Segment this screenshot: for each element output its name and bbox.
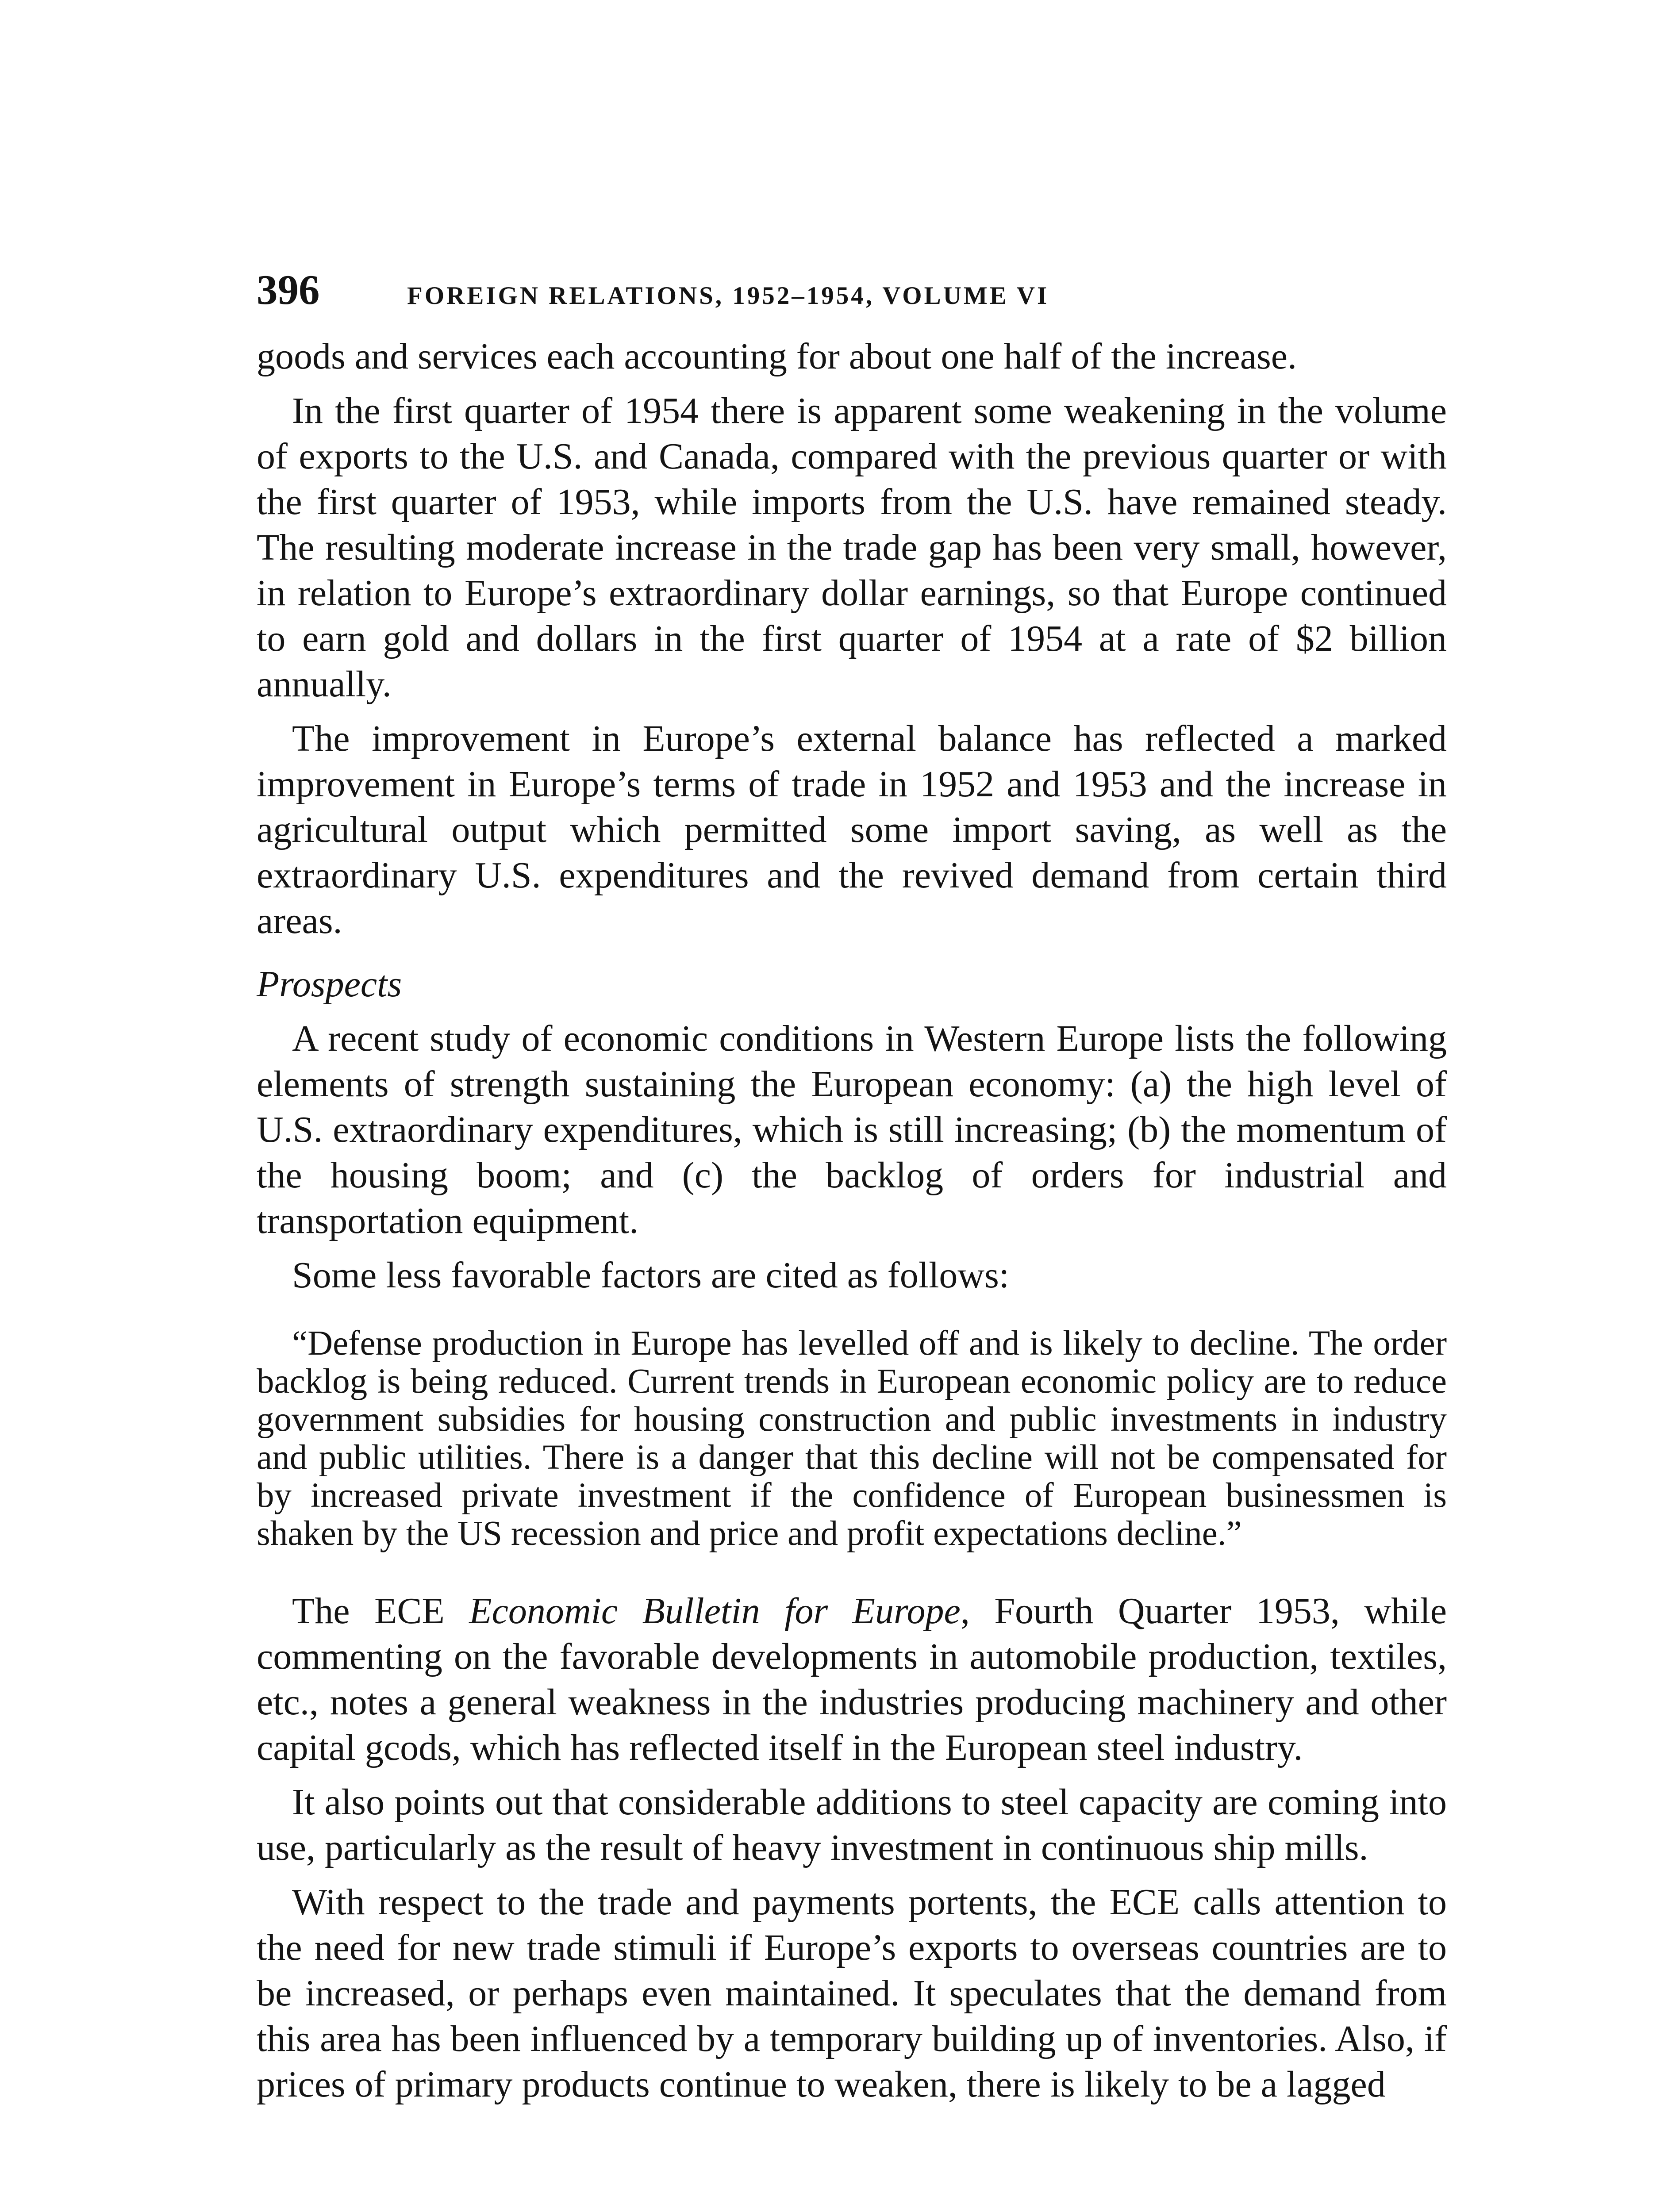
section-heading-prospects: Prospects (257, 964, 402, 1005)
paragraph-steel-capacity: It also points out that considerable additions to steel capacity are coming into use, particularly as the result of heavy investment in continuous ship mills. (257, 1782, 1447, 1868)
running-header (257, 265, 1447, 314)
paragraph-less-favorable-factors: Some less favorable factors are cited as follows: (292, 1255, 1010, 1296)
paragraph-continued: goods and services each accounting for about one half of the increase. (257, 336, 1297, 377)
ece-intro-text: The ECE (292, 1590, 445, 1632)
paragraph-elements-of-strength: A recent study of economic conditions in Western Europe lists the following elements of strength sustaining the European economy: (a) the high level of U.S. extraordinary expenditures, which is still increasing; (b) the momentum of the housing boom; and (c) the backlog of orders for industrial and transportation equipment. (257, 1018, 1447, 1241)
paragraph-first-quarter-1954: In the first quarter of 1954 there is apparent some weakening in the volume of exports to the U.S. and Canada, compared with the previous quarter or with the first quarter of 1953, while imports from the U.S. have remained steady. The resulting moderate increase in the trade gap has been very small, however, in relation to Europe’s extraordinary dollar earnings, so that Europe continued to earn gold and dollars in the first quarter of 1954 at a rate of $2 billion annually. (257, 390, 1447, 705)
running-title: FOREIGN RELATIONS, 1952–1954, VOLUME VI (407, 282, 1049, 310)
page-number: 396 (257, 266, 320, 313)
paragraph-ece-bulletin (257, 1588, 1447, 1770)
publication-title: Economic Bulletin for Europe (469, 1590, 961, 1632)
block-quote: “Defense production in Europe has levelled off and is likely to decline. The order backlog is being reduced. Current trends in European economic policy are to reduce government subsidies for housing construction and public investments in industry and public utilities. There is a danger that this decline will not be compensated for by increased private investment if the confidence of European businessmen is shaken by the US recession and price and profit expectations decline.” (257, 1324, 1447, 1553)
document-page (257, 265, 1447, 2116)
paragraph-trade-payments: With respect to the trade and payments portents, the ECE calls attention to the need for new trade stimuli if Europe’s exports to overseas countries are to be increased, or perhaps even maintained. It speculates that the demand from this area has been influenced by a temporary building up of inventories. Also, if prices of primary products continue to weaken, there is likely to be a lagged (257, 1882, 1447, 2105)
ece-rest-text: , Fourth Quarter 1953, while commenting on the favorable developments in automobile production, textiles, etc., notes a general weakness in the industries producing machinery and other capital gcods, which has reflected itself in the European steel industry. (257, 1590, 1447, 1768)
paragraph-external-balance: The improvement in Europe’s external balance has reflected a marked improvement in Europe’s terms of trade in 1952 and 1953 and the increase in agricultural output which permitted some import saving, as well as the extraordinary U.S. expenditures and the revived demand from certain third areas. (257, 718, 1447, 941)
